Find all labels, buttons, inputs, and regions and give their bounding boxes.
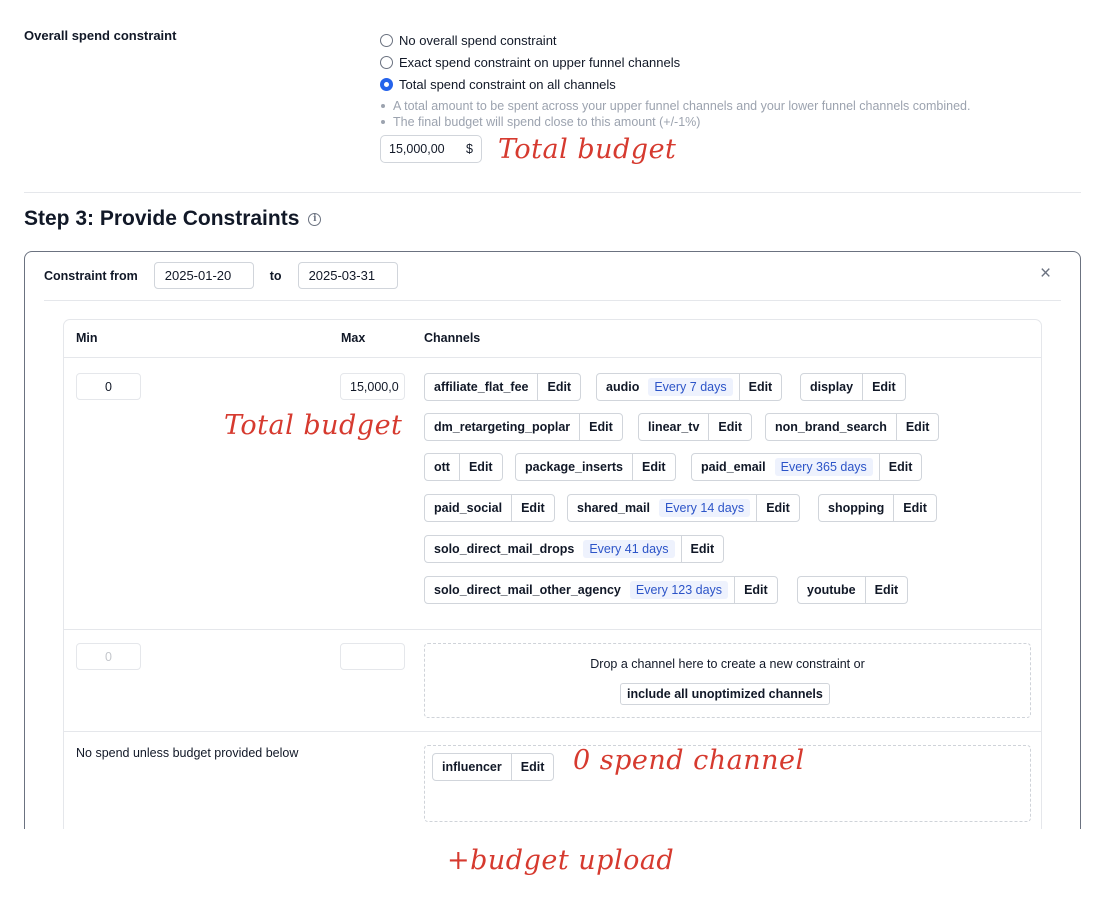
note-final-budget	[380, 115, 700, 129]
channel-name: youtube	[807, 583, 856, 597]
row-divider	[64, 629, 1041, 630]
channel-chip-non-brand-search[interactable]	[765, 413, 939, 441]
edit-button[interactable]: Edit	[708, 414, 751, 440]
option-no-overall-label: No overall spend constraint	[399, 33, 557, 48]
channel-chip-influencer[interactable]	[432, 753, 554, 781]
channel-chip-affiliate-flat-fee[interactable]	[424, 373, 581, 401]
channel-name: package_inserts	[525, 460, 623, 474]
row2-max-input[interactable]	[340, 643, 405, 670]
note-total-amount-text: A total amount to be spent across your upper funnel channels and your lower funnel channels combined.	[393, 99, 971, 113]
bullet-icon	[381, 120, 385, 124]
header-max: Max	[341, 331, 366, 345]
channel-name: shared_mail	[577, 501, 650, 515]
radio-total-all-channels[interactable]	[380, 78, 393, 91]
panel-divider	[44, 300, 1061, 301]
channel-chip-audio[interactable]	[596, 373, 782, 401]
note-final-budget-text: The final budget will spend close to this amount (+/-1%)	[393, 115, 701, 129]
section-divider	[24, 192, 1081, 193]
edit-button[interactable]: Edit	[896, 414, 939, 440]
to-date-input[interactable]: 2025-03-31	[298, 262, 398, 289]
channel-chip-paid-email[interactable]	[691, 453, 922, 481]
channel-name: linear_tv	[648, 420, 700, 434]
total-budget-input[interactable]	[380, 135, 482, 163]
channel-chip-shared-mail[interactable]	[567, 494, 800, 522]
channel-name: paid_social	[434, 501, 503, 515]
radio-exact-upper-funnel[interactable]	[380, 56, 393, 69]
channel-chip-dm-retargeting-poplar[interactable]	[424, 413, 623, 441]
overall-spend-label: Overall spend constraint	[24, 28, 177, 43]
edit-button[interactable]: Edit	[459, 454, 502, 480]
edit-button[interactable]: Edit	[862, 374, 905, 400]
header-channels: Channels	[424, 331, 481, 345]
edit-button[interactable]: Edit	[865, 577, 908, 603]
channel-chip-ott[interactable]	[424, 453, 503, 481]
row-divider	[64, 731, 1041, 732]
option-exact-upper-funnel-label: Exact spend constraint on upper funnel channels	[399, 55, 681, 70]
header-divider	[64, 357, 1041, 358]
constraint-date-range	[44, 262, 398, 289]
currency-symbol: $	[466, 142, 473, 156]
note-total-amount	[380, 99, 970, 113]
info-icon[interactable]: i	[308, 213, 321, 226]
channel-name: shopping	[828, 501, 885, 515]
option-exact-upper-funnel[interactable]	[380, 55, 680, 70]
row1-min-input[interactable]: 0	[76, 373, 141, 400]
channel-chip-display[interactable]	[800, 373, 906, 401]
annotation-total-budget-side: Total budget	[224, 410, 403, 441]
edit-button[interactable]: Edit	[739, 374, 782, 400]
channel-chip-solo-direct-mail-drops[interactable]	[424, 535, 724, 563]
no-spend-label: No spend unless budget provided below	[76, 746, 299, 760]
edit-button[interactable]: Edit	[511, 754, 554, 780]
drop-zone-text: Drop a channel here to create a new constraint or	[590, 657, 865, 671]
frequency-badge: Every 7 days	[648, 378, 732, 396]
radio-no-overall[interactable]	[380, 34, 393, 47]
edit-button[interactable]: Edit	[893, 495, 936, 521]
header-min: Min	[76, 331, 98, 345]
annotation-budget-upload: +budget upload	[447, 845, 675, 876]
annotation-total-budget-top: Total budget	[498, 134, 677, 165]
channel-chip-solo-direct-mail-other-agency[interactable]	[424, 576, 778, 604]
step-3-title	[24, 207, 321, 231]
channel-name: non_brand_search	[775, 420, 887, 434]
edit-button[interactable]: Edit	[511, 495, 554, 521]
constraint-from-label: Constraint from	[44, 268, 138, 283]
channel-chip-shopping[interactable]	[818, 494, 937, 522]
frequency-badge: Every 123 days	[630, 581, 728, 599]
edit-button[interactable]: Edit	[879, 454, 922, 480]
step-3-title-text: Step 3: Provide Constraints	[24, 207, 300, 230]
option-no-overall[interactable]	[380, 33, 557, 48]
frequency-badge: Every 14 days	[659, 499, 750, 517]
channel-name: dm_retargeting_poplar	[434, 420, 571, 434]
channel-name: affiliate_flat_fee	[434, 380, 529, 394]
edit-button[interactable]: Edit	[681, 536, 724, 562]
frequency-badge: Every 41 days	[583, 540, 674, 558]
row1-max-input[interactable]: 15,000,0	[340, 373, 405, 400]
option-total-all-channels[interactable]	[380, 77, 616, 92]
channel-name: audio	[606, 380, 640, 394]
from-date-input[interactable]: 2025-01-20	[154, 262, 254, 289]
edit-button[interactable]: Edit	[579, 414, 622, 440]
edit-button[interactable]: Edit	[537, 374, 580, 400]
edit-button[interactable]: Edit	[734, 577, 777, 603]
channel-chip-youtube[interactable]	[797, 576, 908, 604]
to-label: to	[269, 268, 282, 283]
row2-min-input[interactable]: 0	[76, 643, 141, 670]
frequency-badge: Every 365 days	[775, 458, 873, 476]
channel-chip-package-inserts[interactable]	[515, 453, 676, 481]
include-unoptimized-button[interactable]: include all unoptimized channels	[620, 683, 830, 705]
channel-name: influencer	[442, 760, 502, 774]
edit-button[interactable]: Edit	[756, 495, 799, 521]
close-icon[interactable]: ×	[1040, 263, 1052, 284]
channel-chip-paid-social[interactable]	[424, 494, 555, 522]
edit-button[interactable]: Edit	[632, 454, 675, 480]
annotation-zero-spend: 0 spend channel	[573, 745, 805, 776]
channel-name: solo_direct_mail_drops	[434, 542, 575, 556]
channel-name: display	[810, 380, 854, 394]
total-budget-value: 15,000,00	[389, 142, 445, 156]
channel-name: paid_email	[701, 460, 766, 474]
channel-name: solo_direct_mail_other_agency	[434, 583, 621, 597]
channel-chip-linear-tv[interactable]	[638, 413, 752, 441]
option-total-all-channels-label: Total spend constraint on all channels	[399, 77, 616, 92]
bullet-icon	[381, 104, 385, 108]
channel-name: ott	[434, 460, 450, 474]
channel-drop-zone[interactable]	[424, 643, 1031, 718]
